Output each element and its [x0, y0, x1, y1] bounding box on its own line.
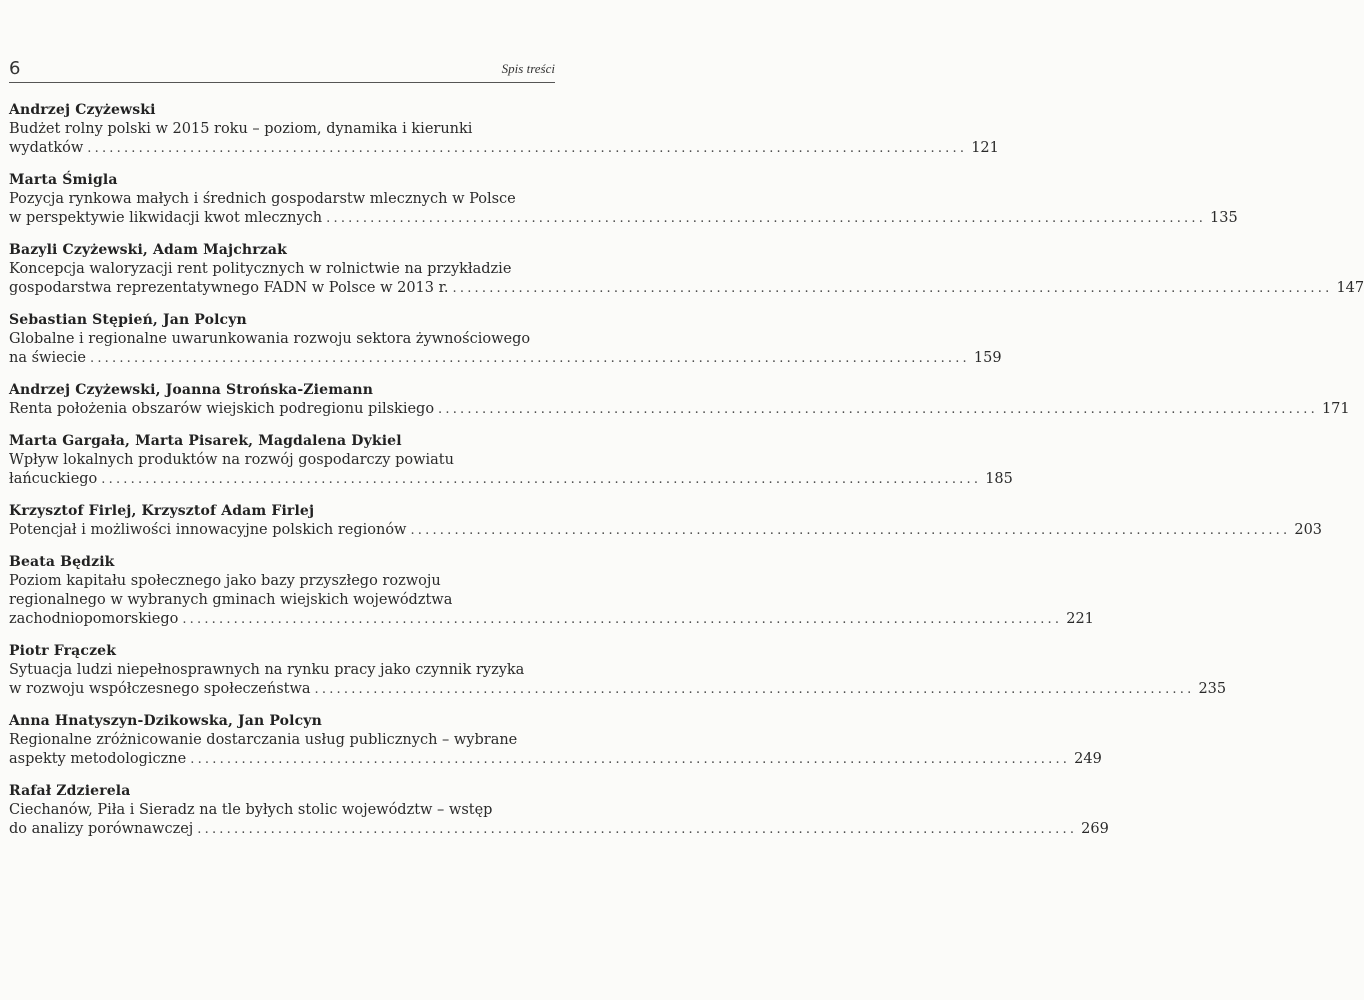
toc-entry-page-number: 185	[985, 471, 1013, 487]
toc-entry	[9, 432, 1013, 489]
toc-entry-page-number: 147	[1336, 280, 1364, 296]
toc-entry-title-last-line	[9, 139, 999, 158]
running-head: Spis treści	[501, 61, 555, 76]
toc-entry-page-number: 121	[971, 140, 999, 156]
dot-leader: ........................................................................................................................	[87, 141, 968, 156]
dot-leader: ........................................................................................................................	[438, 402, 1318, 417]
toc-entry-page-number: 235	[1198, 681, 1227, 697]
toc-entry-title-last-line	[9, 820, 1109, 839]
toc-entry-authors: Rafał Zdzierela	[9, 783, 131, 799]
dot-leader: ........................................................................................................................	[326, 211, 1207, 226]
toc-entry	[9, 311, 1002, 368]
toc-entry-title-line: Globalne i regionalne uwarunkowania rozwoju sektora żywnościowego	[9, 331, 531, 347]
toc-entry-title-last-line	[9, 349, 1002, 368]
toc-entry-title-line: Koncepcja waloryzacji rent politycznych w rolnictwie na przykładzie	[9, 261, 512, 277]
dot-leader: ........................................................................................................................	[410, 523, 1291, 538]
toc-entry-title-text: zachodniopomorskiego	[9, 611, 179, 627]
toc-entry	[9, 502, 1323, 540]
toc-entry-title-line: Poziom kapitału społecznego jako bazy przyszłego rozwoju	[9, 573, 441, 589]
toc-entry-authors: Anna Hnatyszyn-Dzikowska, Jan Polcyn	[9, 713, 322, 729]
dot-leader: ........................................................................................................................	[101, 472, 982, 487]
toc-entry-title-last-line	[9, 279, 1364, 298]
toc-entry-title-line: regionalnego w wybranych gminach wiejskich województwa	[9, 592, 453, 608]
toc-entry-title-line: Pozycja rynkowa małych i średnich gospodarstw mlecznych w Polsce	[9, 191, 516, 207]
toc-entry-title-line: Sytuacja ludzi niepełnosprawnych na rynku pracy jako czynnik ryzyka	[9, 662, 525, 678]
toc-entry	[9, 381, 1350, 419]
toc-entry-title-text: Potencjał i możliwości innowacyjne polskich regionów	[9, 522, 407, 538]
toc-entry-title-line: Wpływ lokalnych produktów na rozwój gospodarczy powiatu	[9, 452, 454, 468]
toc-entry-title-text: łańcuckiego	[9, 471, 98, 487]
toc-entry-title-last-line	[9, 521, 1323, 540]
page-number: 6	[9, 58, 21, 79]
toc-entry-title-line: Budżet rolny polski w 2015 roku – poziom, dynamika i kierunki	[9, 121, 473, 137]
toc-entry	[9, 171, 1238, 228]
toc-entry-title-last-line	[9, 400, 1350, 419]
toc-entry-title-text: gospodarstwa reprezentatywnego FADN w Polsce w 2013 r.	[9, 280, 449, 296]
toc-entry	[9, 782, 1109, 839]
dot-leader: ........................................................................................................................	[90, 351, 970, 366]
toc-entry-title-last-line	[9, 680, 1227, 699]
toc-entry-page-number: 203	[1294, 522, 1323, 538]
toc-entry-authors: Bazyli Czyżewski, Adam Majchrzak	[9, 242, 287, 258]
toc-entry-title-text: aspekty metodologiczne	[9, 751, 187, 767]
toc-entry-title-last-line	[9, 750, 1102, 769]
dot-leader: ........................................................................................................................	[190, 752, 1071, 767]
toc-entry	[9, 241, 1364, 298]
toc-entry-page-number: 221	[1066, 611, 1094, 627]
toc-entry-page-number: 159	[973, 350, 1002, 366]
toc-entry-page-number: 249	[1074, 751, 1102, 767]
page-header	[9, 56, 555, 83]
dot-leader: ........................................................................................................................	[197, 822, 1078, 837]
table-of-contents	[9, 101, 1364, 852]
toc-entry-title-last-line	[9, 610, 1094, 629]
toc-entry-title-text: na świecie	[9, 350, 87, 366]
toc-entry-title-line: Ciechanów, Piła i Sieradz na tle byłych stolic województw – wstęp	[9, 802, 493, 818]
toc-entry-page-number: 269	[1081, 821, 1109, 837]
toc-entry-authors: Andrzej Czyżewski, Joanna Strońska-Ziemann	[9, 382, 374, 398]
toc-entry-title-last-line	[9, 209, 1238, 228]
dot-leader: ........................................................................................................................	[452, 281, 1333, 296]
toc-entry-title-text: w perspektywie likwidacji kwot mlecznych	[9, 210, 323, 226]
toc-entry-title-text: Renta położenia obszarów wiejskich podregionu pilskiego	[9, 401, 435, 417]
toc-entry-authors: Marta Gargała, Marta Pisarek, Magdalena Dykiel	[9, 433, 402, 449]
toc-entry-title-text: w rozwoju współczesnego społeczeństwa	[9, 681, 311, 697]
toc-entry-title-line: Regionalne zróżnicowanie dostarczania usług publicznych – wybrane	[9, 732, 518, 748]
dot-leader: ........................................................................................................................	[314, 682, 1195, 697]
toc-entry-authors: Marta Śmigla	[9, 172, 118, 188]
toc-entry-page-number: 135	[1210, 210, 1238, 226]
toc-entry-authors: Beata Będzik	[9, 554, 115, 570]
toc-entry	[9, 553, 1094, 629]
toc-entry-authors: Sebastian Stępień, Jan Polcyn	[9, 312, 247, 328]
toc-entry-authors: Krzysztof Firlej, Krzysztof Adam Firlej	[9, 503, 315, 519]
toc-entry	[9, 101, 999, 158]
toc-entry-authors: Andrzej Czyżewski	[9, 102, 156, 118]
toc-entry-title-text: do analizy porównawczej	[9, 821, 194, 837]
toc-entry-title-text: wydatków	[9, 140, 84, 156]
toc-entry	[9, 712, 1102, 769]
toc-entry-authors: Piotr Frączek	[9, 643, 117, 659]
toc-entry-title-last-line	[9, 470, 1013, 489]
dot-leader: ........................................................................................................................	[182, 612, 1063, 627]
toc-entry-page-number: 171	[1321, 401, 1350, 417]
toc-entry	[9, 642, 1227, 699]
